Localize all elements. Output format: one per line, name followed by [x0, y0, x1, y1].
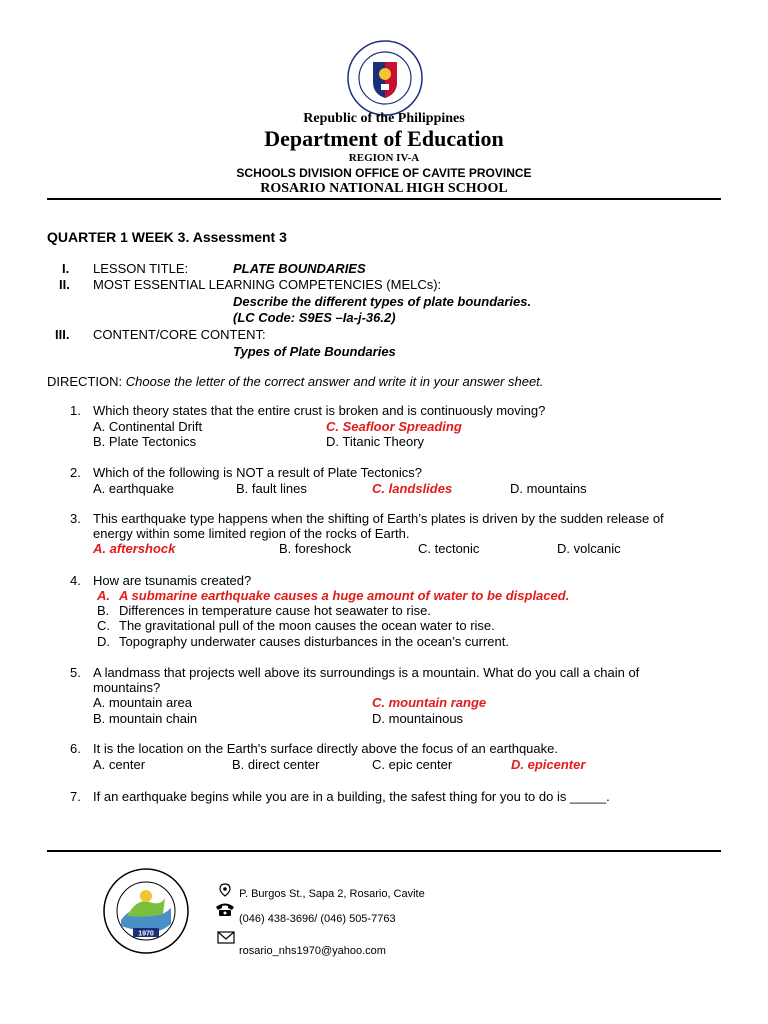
logo-year: 1970 [138, 930, 154, 938]
direction-label: DIRECTION: [47, 374, 123, 389]
question-number: 2. [70, 465, 81, 480]
location-pin-icon [218, 883, 236, 899]
header-rule [47, 198, 721, 200]
melc-code: (LC Code: S9ES –Ia-j-36.2) [233, 310, 396, 325]
choice: A. center [93, 757, 146, 772]
question-number: 3. [70, 511, 81, 526]
choice: Differences in temperature cause hot seawater to rise. [119, 603, 431, 618]
email-text: rosario_nhs1970@yahoo.com [239, 945, 386, 957]
choice-correct: D. epicenter [511, 757, 586, 772]
footer-rule [47, 850, 721, 852]
direction-text: Choose the letter of the correct answer and write it in your answer sheet. [125, 374, 544, 389]
question-text: How are tsunamis created? [93, 573, 252, 588]
question-number: 1. [70, 403, 81, 418]
melc-description: Describe the different types of plate boundaries. [233, 294, 532, 309]
email-icon [217, 931, 235, 947]
lesson-number-3: III. [55, 327, 70, 342]
question-text: A landmass that projects well above its surroundings is a mountain. What do you call a chain of [93, 665, 640, 680]
question-number: 5. [70, 665, 81, 680]
question-text: mountains? [93, 680, 161, 695]
lesson-title-label: LESSON TITLE: [93, 261, 189, 276]
choice-letter: A. [97, 588, 110, 603]
address-text: P. Burgos St., Sapa 2, Rosario, Cavite [239, 888, 425, 900]
address-row [218, 883, 425, 900]
choice: C. epic center [372, 757, 453, 772]
choice: The gravitational pull of the moon causes the ocean water to rise. [119, 618, 495, 633]
phone-icon [214, 901, 236, 920]
school-logo [103, 868, 189, 954]
school-name: ROSARIO NATIONAL HIGH SCHOOL [260, 181, 508, 196]
content-label: CONTENT/CORE CONTENT: [93, 327, 266, 342]
question-text: energy within some limited region of the rocks of Earth. [93, 526, 410, 541]
choice: D. mountainous [372, 711, 464, 726]
choice: A. earthquake [93, 481, 174, 496]
choice-correct: C. landslides [372, 481, 453, 496]
region-line: REGION IV-A [348, 152, 420, 164]
choice-correct: C. mountain range [372, 695, 487, 710]
melc-label: MOST ESSENTIAL LEARNING COMPETENCIES (MELCs): [93, 277, 442, 292]
choice: C. tectonic [418, 541, 480, 556]
choice: D. volcanic [557, 541, 621, 556]
question-text: Which of the following is NOT a result of Plate Tectonics? [93, 465, 423, 480]
question-text: Which theory states that the entire crust is broken and is continuously moving? [93, 403, 546, 418]
question-text: If an earthquake begins while you are in a building, the safest thing for you to do is _____. [93, 789, 610, 804]
direction [47, 374, 543, 389]
choice: B. fault lines [236, 481, 307, 496]
content-value: Types of Plate Boundaries [233, 344, 396, 359]
lesson-number-2: II. [59, 277, 70, 292]
choice-correct: A. aftershock [93, 541, 176, 556]
choice-letter: D. [97, 634, 110, 649]
choice: A. Continental Drift [93, 419, 203, 434]
deped-seal [347, 40, 423, 116]
choice: D. mountains [510, 481, 587, 496]
question-number: 7. [70, 789, 81, 804]
choice: B. Plate Tectonics [93, 434, 197, 449]
choice: B. direct center [232, 757, 320, 772]
assessment-title: QUARTER 1 WEEK 3. Assessment 3 [47, 229, 287, 245]
division-line: SCHOOLS DIVISION OFFICE OF CAVITE PROVINCE [236, 166, 532, 180]
choice: Topography underwater causes disturbances in the ocean’s current. [119, 634, 509, 649]
choice-letter: C. [97, 618, 110, 633]
choice: D. Titanic Theory [326, 434, 425, 449]
question-number: 4. [70, 573, 81, 588]
lesson-title-value: PLATE BOUNDARIES [233, 261, 366, 276]
choice: A. mountain area [93, 695, 193, 710]
phone-text: (046) 438-3696/ (046) 505-7763 [239, 913, 396, 925]
choice: B. foreshock [279, 541, 352, 556]
department-title: Department of Education [264, 126, 504, 151]
question-text: This earthquake type happens when the shifting of Earth’s plates is driven by the sudden release of [93, 511, 664, 526]
choice-correct: A submarine earthquake causes a huge amount of water to be displaced. [119, 588, 570, 603]
question-number: 6. [70, 741, 81, 756]
lesson-number-1: I. [62, 261, 70, 276]
choice-correct: C. Seafloor Spreading [326, 419, 462, 434]
republic-line: Republic of the Philippines [303, 111, 465, 126]
question-text: It is the location on the Earth's surface directly above the focus of an earthquake. [93, 741, 558, 756]
choice-letter: B. [97, 603, 110, 618]
choice: B. mountain chain [93, 711, 198, 726]
